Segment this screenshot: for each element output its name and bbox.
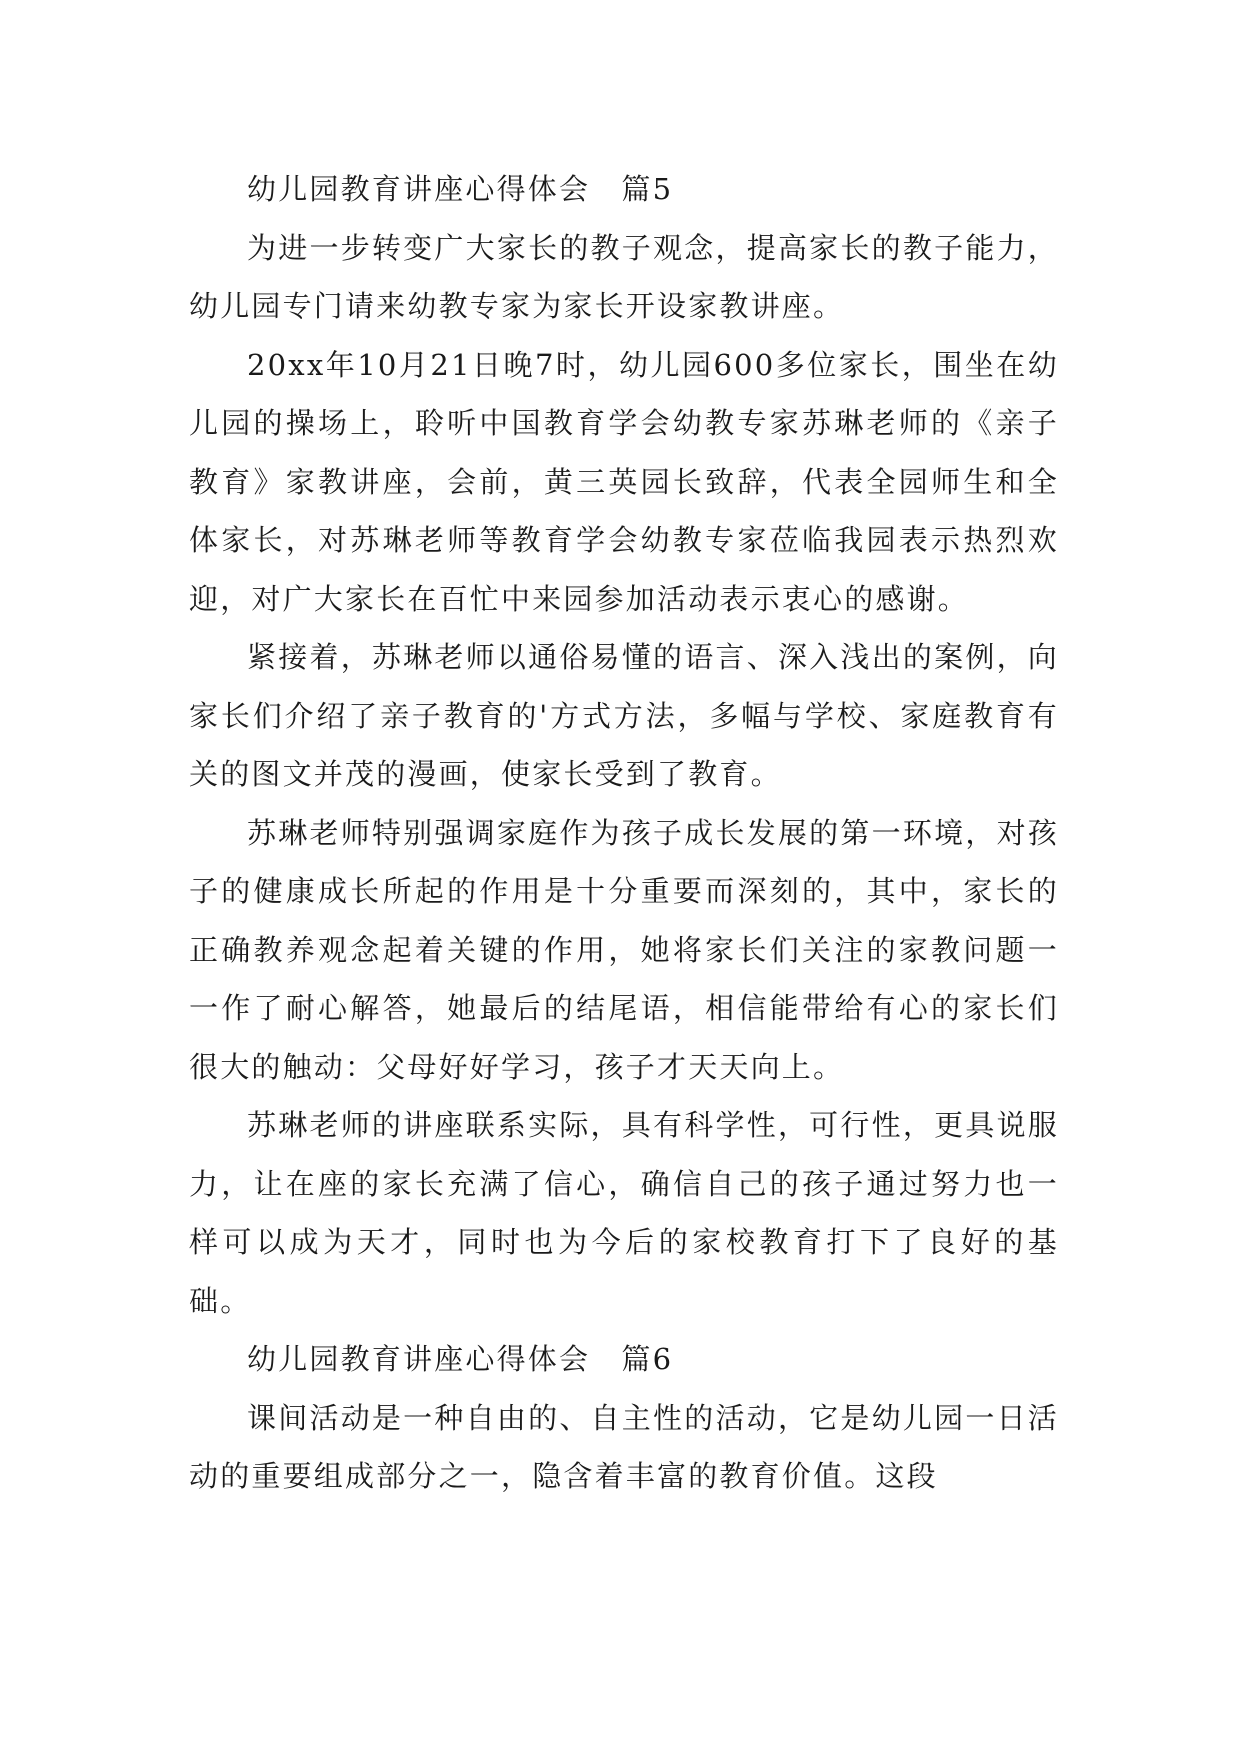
section-heading-6: 幼儿园教育讲座心得体会 篇6 xyxy=(247,1342,674,1376)
paragraph: 为进一步转变广大家长的教子观念，提高家长的教子能力，幼儿园专门请来幼教专家为家长开设家教讲座。 xyxy=(189,230,1059,323)
document-body xyxy=(189,160,1059,1506)
paragraph: 苏琳老师特别强调家庭作为孩子成长发展的第一环境，对孩子的健康成长所起的作用是十分重要而深刻的，其中，家长的正确教养观念起着关键的作用，她将家长们关注的家教问题一一作了耐心解答，她最后的结尾语，相信能带给有心的家长们很大的触动：父母好好学习，孩子才天天向上。 xyxy=(189,815,1059,1084)
paragraph: 课间活动是一种自由的、自主性的活动，它是幼儿园一日活动的重要组成部分之一，隐含着丰富的教育价值。这段 xyxy=(189,1400,1059,1493)
paragraph: 紧接着，苏琳老师以通俗易懂的语言、深入浅出的案例，向家长们介绍了亲子教育的'方式方法，多幅与学校、家庭教育有关的图文并茂的漫画，使家长受到了教育。 xyxy=(189,640,1059,791)
section-heading-5: 幼儿园教育讲座心得体会 篇5 xyxy=(247,172,674,206)
paragraph: 20xx年10月21日晚7时，幼儿园600多位家长，围坐在幼儿园的操场上，聆听中国教育学会幼教专家苏琳老师的《亲子教育》家教讲座，会前，黄三英园长致辞，代表全园师生和全体家长，对苏琳老师等教育学会幼教专家莅临我园表示热烈欢迎，对广大家长在百忙中来园参加活动表示衷心的感谢。 xyxy=(189,347,1059,616)
paragraph: 苏琳老师的讲座联系实际，具有科学性，可行性，更具说服力，让在座的家长充满了信心，确信自己的孩子通过努力也一样可以成为天才，同时也为今后的家校教育打下了良好的基础。 xyxy=(189,1108,1059,1318)
